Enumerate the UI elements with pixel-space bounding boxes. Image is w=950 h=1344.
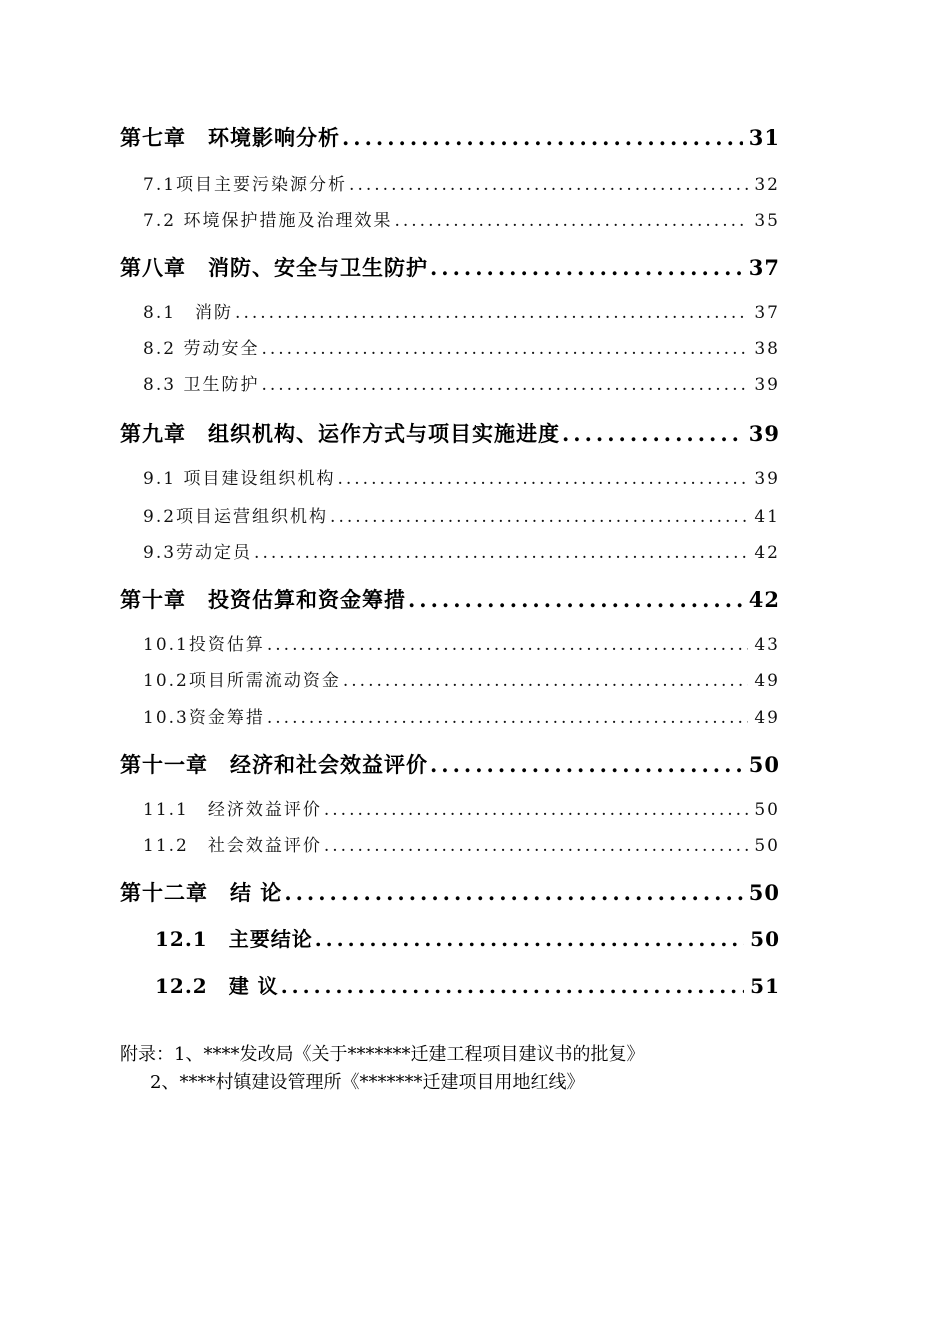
toc-entry-page-number: 49 bbox=[754, 671, 780, 691]
toc-section-entry[interactable] bbox=[143, 502, 780, 527]
toc-entry-label: 8.2 劳动安全 bbox=[143, 339, 260, 359]
toc-entry-page-number: 32 bbox=[754, 175, 780, 195]
dot-leader bbox=[430, 752, 743, 777]
toc-section-entry[interactable] bbox=[143, 630, 780, 655]
toc-section-entry[interactable] bbox=[143, 831, 780, 856]
toc-entry-label: 8.3 卫生防护 bbox=[143, 375, 260, 395]
toc-entry-page-number: 41 bbox=[754, 507, 780, 527]
toc-entry-label: 第十二章 结 论 bbox=[120, 880, 283, 905]
toc-entry-page-number: 37 bbox=[748, 255, 780, 280]
toc-entry-page-number: 50 bbox=[754, 836, 780, 856]
toc-entry-label: 第九章 组织机构、运作方式与项目实施进度 bbox=[120, 421, 560, 446]
toc-section-entry[interactable] bbox=[143, 170, 780, 195]
toc-entry-page-number: 39 bbox=[754, 375, 780, 395]
toc-entry-page-number: 39 bbox=[754, 469, 780, 489]
toc-entry-label: 11.1 经济效益评价 bbox=[143, 800, 322, 820]
toc-entry-label: 12.1 主要结论 bbox=[155, 927, 313, 951]
toc-chapter-entry[interactable] bbox=[120, 252, 780, 282]
toc-section-entry[interactable] bbox=[143, 464, 780, 489]
toc-entry-page-number: 50 bbox=[748, 880, 780, 905]
toc-entry-page-number: 43 bbox=[754, 635, 780, 655]
dot-leader bbox=[342, 125, 743, 150]
toc-section-entry[interactable] bbox=[143, 206, 780, 231]
dot-leader bbox=[315, 927, 744, 951]
appendix-line-1: 附录：1、****发改局《关于*******迁建工程项目建议书的批复》 bbox=[120, 1044, 645, 1065]
dot-leader bbox=[343, 671, 749, 691]
toc-entry-page-number: 42 bbox=[748, 587, 780, 612]
toc-section-entry[interactable] bbox=[143, 666, 780, 691]
toc-entry-label: 8.1 消防 bbox=[143, 303, 234, 323]
appendix-line-2: 2、****村镇建设管理所《*******迁建项目用地红线》 bbox=[150, 1072, 585, 1093]
toc-section-entry[interactable] bbox=[155, 923, 780, 952]
toc-entry-page-number: 35 bbox=[754, 211, 780, 231]
toc-entry-label: 第十章 投资估算和资金筹措 bbox=[120, 587, 406, 612]
dot-leader bbox=[235, 303, 748, 323]
dot-leader bbox=[267, 635, 749, 655]
toc-section-entry[interactable] bbox=[143, 370, 780, 395]
dot-leader bbox=[284, 880, 742, 905]
toc-entry-page-number: 37 bbox=[754, 303, 780, 323]
dot-leader bbox=[324, 800, 749, 820]
dot-leader bbox=[408, 587, 743, 612]
toc-section-entry[interactable] bbox=[155, 970, 780, 999]
toc-entry-label: 第十一章 经济和社会效益评价 bbox=[120, 752, 428, 777]
toc-entry-page-number: 31 bbox=[748, 125, 780, 150]
toc-entry-label: 9.2项目运营组织机构 bbox=[143, 507, 329, 527]
toc-entry-label: 7.1项目主要污染源分析 bbox=[143, 175, 348, 195]
toc-section-entry[interactable] bbox=[143, 703, 780, 728]
toc-entry-label: 第八章 消防、安全与卫生防护 bbox=[120, 255, 428, 280]
dot-leader bbox=[349, 175, 748, 195]
dot-leader bbox=[562, 421, 743, 446]
toc-entry-label: 10.2项目所需流动资金 bbox=[143, 671, 341, 691]
dot-leader bbox=[281, 974, 744, 998]
toc-section-entry[interactable] bbox=[143, 538, 780, 563]
toc-chapter-entry[interactable] bbox=[120, 749, 780, 779]
dot-leader bbox=[430, 255, 743, 280]
toc-section-entry[interactable] bbox=[143, 298, 780, 323]
toc-chapter-entry[interactable] bbox=[120, 877, 780, 907]
toc-entry-label: 9.3劳动定员 bbox=[143, 543, 253, 563]
toc-entry-page-number: 50 bbox=[750, 927, 780, 951]
toc-entry-page-number: 50 bbox=[754, 800, 780, 820]
dot-leader bbox=[267, 708, 749, 728]
dot-leader bbox=[324, 836, 749, 856]
toc-entry-label: 第七章 环境影响分析 bbox=[120, 125, 340, 150]
toc-entry-label: 7.2 环境保护措施及治理效果 bbox=[143, 211, 393, 231]
toc-entry-label: 11.2 社会效益评价 bbox=[143, 836, 322, 856]
toc-entry-page-number: 50 bbox=[748, 752, 780, 777]
toc-chapter-entry[interactable] bbox=[120, 122, 780, 152]
toc-section-entry[interactable] bbox=[143, 795, 780, 820]
toc-section-entry[interactable] bbox=[143, 334, 780, 359]
dot-leader bbox=[261, 375, 748, 395]
dot-leader bbox=[337, 469, 748, 489]
toc-entry-page-number: 38 bbox=[754, 339, 780, 359]
toc-entry-label: 9.1 项目建设组织机构 bbox=[143, 469, 336, 489]
toc-chapter-entry[interactable] bbox=[120, 584, 780, 614]
toc-entry-page-number: 42 bbox=[754, 543, 780, 563]
toc-entry-page-number: 39 bbox=[748, 421, 780, 446]
toc-entry-label: 12.2 建 议 bbox=[155, 974, 279, 998]
dot-leader bbox=[261, 339, 748, 359]
toc-entry-page-number: 51 bbox=[750, 974, 780, 998]
toc-entry-label: 10.3资金筹措 bbox=[143, 708, 265, 728]
toc-chapter-entry[interactable] bbox=[120, 418, 780, 448]
toc-entry-page-number: 49 bbox=[754, 708, 780, 728]
dot-leader bbox=[254, 543, 748, 563]
dot-leader bbox=[330, 507, 748, 527]
toc-entry-label: 10.1投资估算 bbox=[143, 635, 265, 655]
dot-leader bbox=[394, 211, 748, 231]
